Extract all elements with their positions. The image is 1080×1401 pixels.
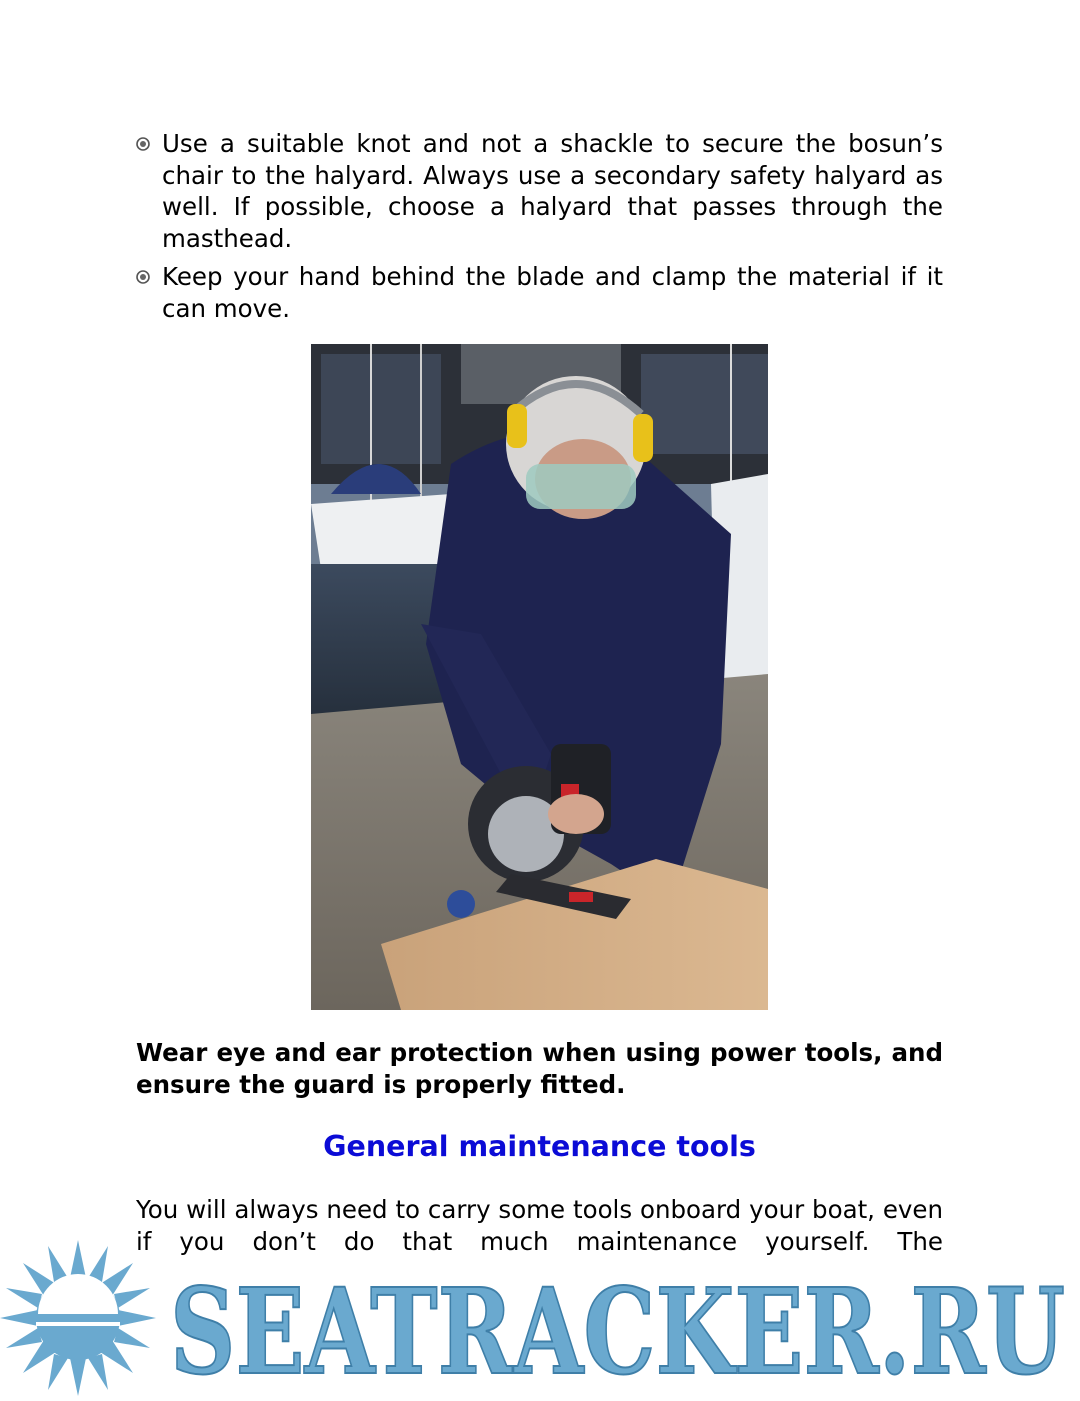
section-heading: General maintenance tools: [323, 1130, 756, 1163]
bullet-text-2: Keep your hand behind the blade and clamp the material if it can move.: [162, 262, 943, 323]
bullet-item-2: [136, 261, 943, 324]
sun-logo-icon: [0, 1240, 156, 1396]
photo-man-using-circular-saw: [311, 344, 768, 1010]
photo-illustration: [311, 344, 768, 1010]
bullet-text-1: Use a suitable knot and not a shackle to secure the bosun’s chair to the halyard. Always use a secondary safety halyard as well. If possible, choose a halyard that passes through the masthead.: [162, 129, 943, 253]
body-paragraph: You will always need to carry some tools onboard your boat, even if you don’t do that much maintenance yourself. The: [136, 1195, 943, 1256]
watermark-text: SEATRACKER.RU: [170, 1262, 1065, 1397]
watermark-graphic: [0, 1240, 1080, 1397]
figure-caption: Wear eye and ear protection when using power tools, and ensure the guard is properly fitted.: [136, 1038, 943, 1099]
bullet-circle-icon: [136, 270, 150, 284]
bullet-circle-icon: [136, 137, 150, 151]
watermark: [0, 1240, 1080, 1397]
